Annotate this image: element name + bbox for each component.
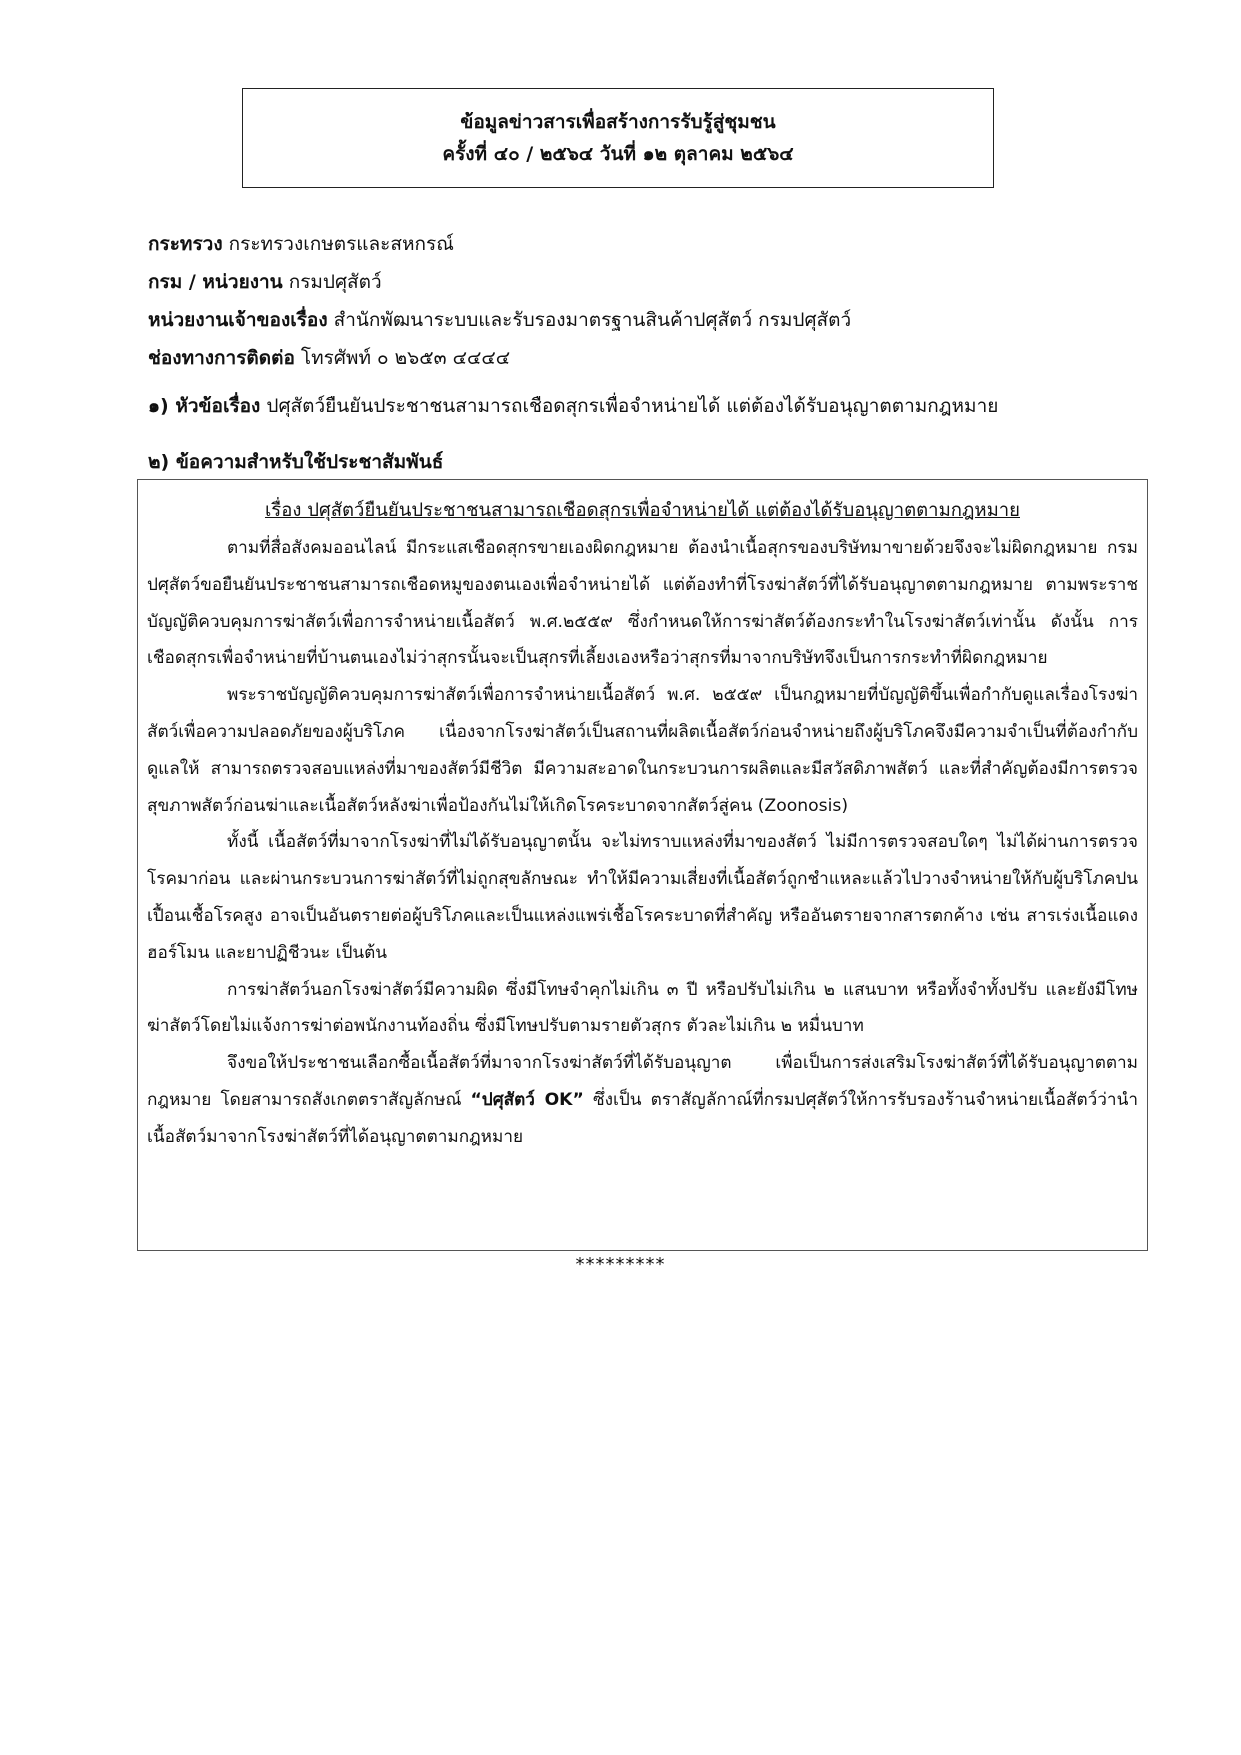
paragraph-4: การฆ่าสัตว์นอกโรงฆ่าสัตว์มีความผิด ซึ่งมีโทษจำคุกไม่เกิน ๓ ปี หรือปรับไม่เกิน ๒ แสนบาท หรือทั้งจำทั้งปรับ และยังมีโทษฆ่าสัตว์โดยไม่แจ้งการฆ่าต่อพนักงานท้องถิ่น ซึ่งมีโทษปรับตามรายตัวสุกร ตัวละไม่เกิน ๒ หมื่นบาท — [147, 979, 1138, 1037]
paslive-ok-mark: “ปศุสัตว์ OK” — [470, 1089, 584, 1110]
topic — [148, 392, 998, 420]
meta-owner-label: หน่วยงานเจ้าของเรื่อง — [148, 309, 328, 331]
meta-department-label: กรม / หน่วยงาน — [148, 271, 283, 293]
header-issue-date: ครั้งที่ ๔๐ / ๒๕๖๔ วันที่ ๑๒ ตุลาคม ๒๕๖๔ — [442, 143, 794, 165]
press-release-box — [137, 479, 1148, 1251]
meta-department-value: กรมปศุสัตว์ — [288, 271, 382, 293]
paragraph-1: ตามที่สื่อสังคมออนไลน์ มีกระแสเชือดสุกรขายเองผิดกฎหมาย ต้องนำเนื้อสุกรของบริษัทมาขายด้วยจึงจะไม่ผิดกฎหมาย กรมปศุสัตว์ขอยืนยันประชาชนสามารถเชือดหมูของตนเองเพื่อจำหน่ายได้ แต่ต้องทำที่โรงฆ่าสัตว์ที่ได้รับอนุญาตตามกฎหมาย ตามพระราชบัญญัติควบคุมการฆ่าสัตว์เพื่อการจำหน่ายเนื้อสัตว์ พ.ศ.๒๕๕๙ ซึ่งกำหนดให้การฆ่าสัตว์ต้องกระทำในโรงฆ่าสัตว์เท่านั้น ดังนั้น การเชือดสุกรเพื่อจำหน่ายที่บ้านตนเองไม่ว่าสุกรนั้นจะเป็นสุกรที่เลี้ยงเองหรือว่าสุกรที่มาจากบริษัทจึงเป็นการกระทำที่ผิดกฎหมาย — [147, 538, 1138, 669]
meta-contact — [148, 344, 510, 372]
paragraph-2: พระราชบัญญัติควบคุมการฆ่าสัตว์เพื่อการจำหน่ายเนื้อสัตว์ พ.ศ. ๒๕๕๙ เป็นกฎหมายที่บัญญัติขึ้นเพื่อกำกับดูแลเรื่องโรงฆ่าสัตว์เพื่อความปลอดภัยของผู้บริโภค เนื่องจากโรงฆ่าสัตว์เป็นสถานที่ผลิตเนื้อสัตว์ก่อนจำหน่ายถึงผู้บริโภคจึงมีความจำเป็นที่ต้องกำกับดูแลให้ สามารถตรวจสอบแหล่งที่มาของสัตว์มีชีวิต มีความสะอาดในกระบวนการผลิตและมีสวัสดิภาพสัตว์ และที่สำคัญต้องมีการตรวจสุขภาพสัตว์ก่อนฆ่าและเนื้อสัตว์หลังฆ่าเพื่อป้องกันไม่ให้เกิดโรคระบาดจากสัตว์สู่คน (Zoonosis) — [147, 685, 1138, 816]
meta-owner — [148, 306, 851, 334]
topic-value: ปศุสัตว์ยืนยันประชาชนสามารถเชือดสุกรเพื่อจำหน่ายได้ แต่ต้องได้รับอนุญาตตามกฎหมาย — [266, 395, 999, 417]
meta-ministry — [148, 230, 454, 258]
section-2-title: ๒) ข้อความสำหรับใช้ประชาสัมพันธ์ — [148, 451, 444, 473]
meta-contact-label: ช่องทางการติดต่อ — [148, 347, 295, 369]
topic-label: ๑) หัวข้อเรื่อง — [148, 395, 261, 417]
paragraph-5 — [147, 1045, 1138, 1155]
paragraph-5-start: จึงขอให้ประชาชนเลือกซื้อเนื้อสัตว์ที่มาจากโรงฆ่าสัตว์ที่ได้รับอนุญาต เพื่อเป็นการส่งเสริมโรงฆ่าสัตว์ที่ได้รับอนุญาตตามกฎหมาย โดยสามารถสังเกตตราสัญลักษณ์ — [147, 1053, 1138, 1110]
paragraph-5-end: ซึ่งเป็น ตราสัญลักาณ์ที่กรมปศุสัตว์ให้การรับรองร้านจำหน่ายเนื้อสัตว์ว่านำเนื้อสัตว์มาจากโรงฆ่าสัตว์ที่ได้อนุญาตตามกฎหมาย — [147, 1089, 1138, 1147]
paragraph-3: ทั้งนี้ เนื้อสัตว์ที่มาจากโรงฆ่าที่ไม่ได้รับอนุญาตนั้น จะไม่ทราบแหล่งที่มาของสัตว์ ไม่มีการตรวจสอบใดๆ ไม่ได้ผ่านการตรวจโรคมาก่อน และผ่านกระบวนการฆ่าสัตว์ที่ไม่ถูกสุขลักษณะ ทำให้มีความเสี่ยงที่เนื้อสัตว์ถูกชำแหละแล้วไปวางจำหน่ายให้กับผู้บริโภคปนเปื้อนเชื้อโรคสูง อาจเป็นอันตรายต่อผู้บริโภคและเป็นแหล่งแพร่เชื้อโรคระบาดที่สำคัญ หรืออันตรายจากสารตกค้าง เช่น สารเร่งเนื้อแดง ฮอร์โมน และยาปฏิชีวนะ เป็นต้น — [147, 832, 1138, 963]
header-box — [242, 88, 994, 188]
meta-contact-value: โทรศัพท์ ๐ ๒๖๕๓ ๔๔๔๔ — [300, 347, 511, 369]
end-mark: ********* — [575, 1254, 666, 1275]
story-title: เรื่อง ปศุสัตว์ยืนยันประชาชนสามารถเชือดสุกรเพื่อจำหน่ายได้ แต่ต้องได้รับอนุญาตตามกฎหมาย — [264, 500, 1020, 521]
meta-ministry-label: กระทรวง — [148, 233, 223, 255]
meta-department — [148, 268, 382, 296]
header-title: ข้อมูลข่าวสารเพื่อสร้างการรับรู้สู่ชุมชน — [460, 111, 776, 133]
meta-owner-value: สำนักพัฒนาระบบและรับรองมาตรฐานสินค้าปศุสัตว์ กรมปศุสัตว์ — [333, 309, 852, 331]
meta-ministry-value: กระทรวงเกษตรและสหกรณ์ — [228, 233, 454, 255]
